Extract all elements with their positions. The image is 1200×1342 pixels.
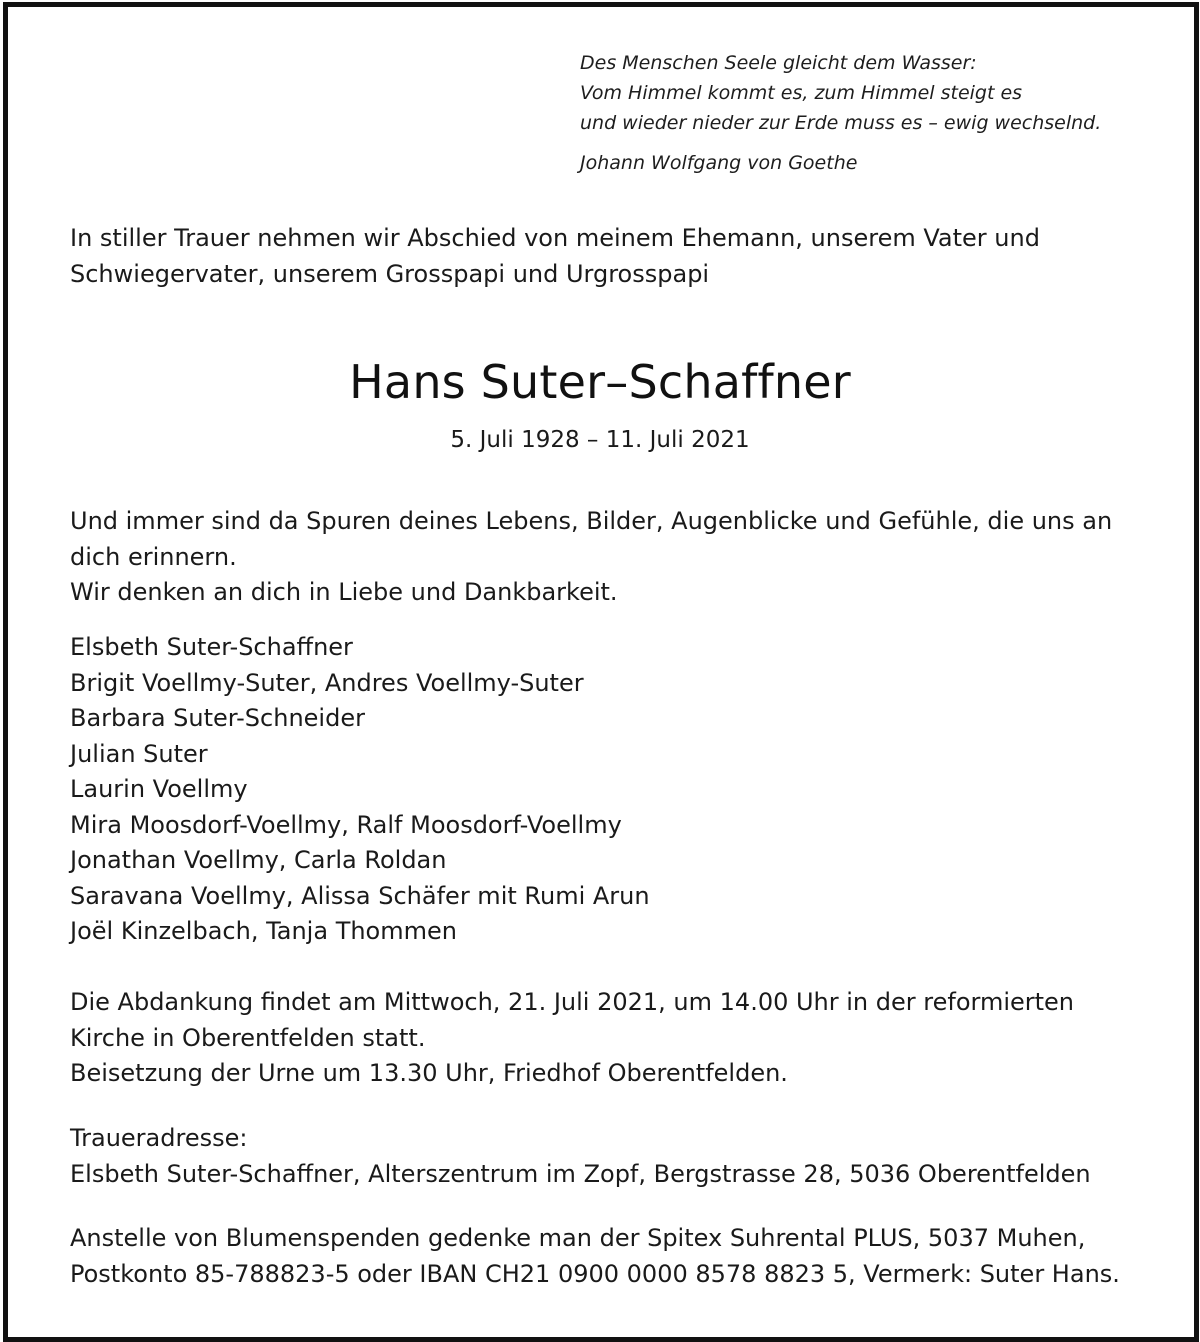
quote-line: Des Menschen Seele gleicht dem Wasser: [580,52,977,74]
mourner-entry: Brigit Voellmy-Suter, Andres Voellmy-Suter [70,668,584,697]
goethe-quote [580,48,1101,178]
remembrance-line: Und immer sind da Spuren deines Lebens, Bilder, Augenblicke und Gefühle, die uns an [70,507,1113,535]
donation-line: Postkonto 85-788823-5 oder IBAN CH21 0900 0000 8578 8823 5, Vermerk: Suter Hans. [70,1259,1120,1288]
intro-text [70,221,1150,292]
deceased-name: Hans Suter–Schaffner [349,355,851,409]
remembrance-line: dich erinnern. [70,542,237,571]
quote-line: Vom Himmel kommt es, zum Himmel steigt es [580,82,1023,104]
mourner-entry: Julian Suter [70,739,208,768]
mourner-entry: Saravana Voellmy, Alissa Schäfer mit Rumi Arun [70,881,650,910]
service-info [70,985,1150,1092]
remembrance-text [70,504,1150,611]
service-line: Kirche in Oberentfelden statt. [70,1023,426,1052]
mourner-entry: Elsbeth Suter-Schaffner [70,633,353,661]
service-line: Beisetzung der Urne um 13.30 Uhr, Friedhof Oberentfelden. [70,1059,788,1087]
mourner-entry: Jonathan Voellmy, Carla Roldan [70,846,447,874]
donation-line: Anstelle von Blumenspenden gedenke man der Spitex Suhrental PLUS, 5037 Muhen, [70,1224,1086,1252]
intro-line: In stiller Trauer nehmen wir Abschied von meinem Ehemann, unserem Vater und [70,224,1040,252]
mourner-entry: Mira Moosdorf-Voellmy, Ralf Moosdorf-Voellmy [70,810,622,839]
service-line: Die Abdankung findet am Mittwoch, 21. Juli 2021, um 14.00 Uhr in der reformierten [70,988,1075,1016]
quote-line: und wieder nieder zur Erde muss es – ewig wechselnd. [580,112,1102,134]
mourner-entry: Joël Kinzelbach, Tanja Thommen [70,917,457,945]
address-label: Traueradresse: [70,1124,248,1152]
intro-line: Schwiegervater, unserem Grosspapi und Urgrosspapi [70,259,710,288]
mourners-list [70,630,1150,950]
life-dates: 5. Juli 1928 – 11. Juli 2021 [450,427,750,453]
mourner-entry: Barbara Suter-Schneider [70,704,365,732]
mourner-entry: Laurin Voellmy [70,775,248,803]
remembrance-line: Wir denken an dich in Liebe und Dankbarkeit. [70,578,618,606]
donation-info [70,1221,1150,1292]
quote-author: Johann Wolfgang von Goethe [580,152,858,174]
mourning-address [70,1121,1150,1192]
address-value: Elsbeth Suter-Schaffner, Alterszentrum im Zopf, Bergstrasse 28, 5036 Oberentfelden [70,1159,1091,1188]
